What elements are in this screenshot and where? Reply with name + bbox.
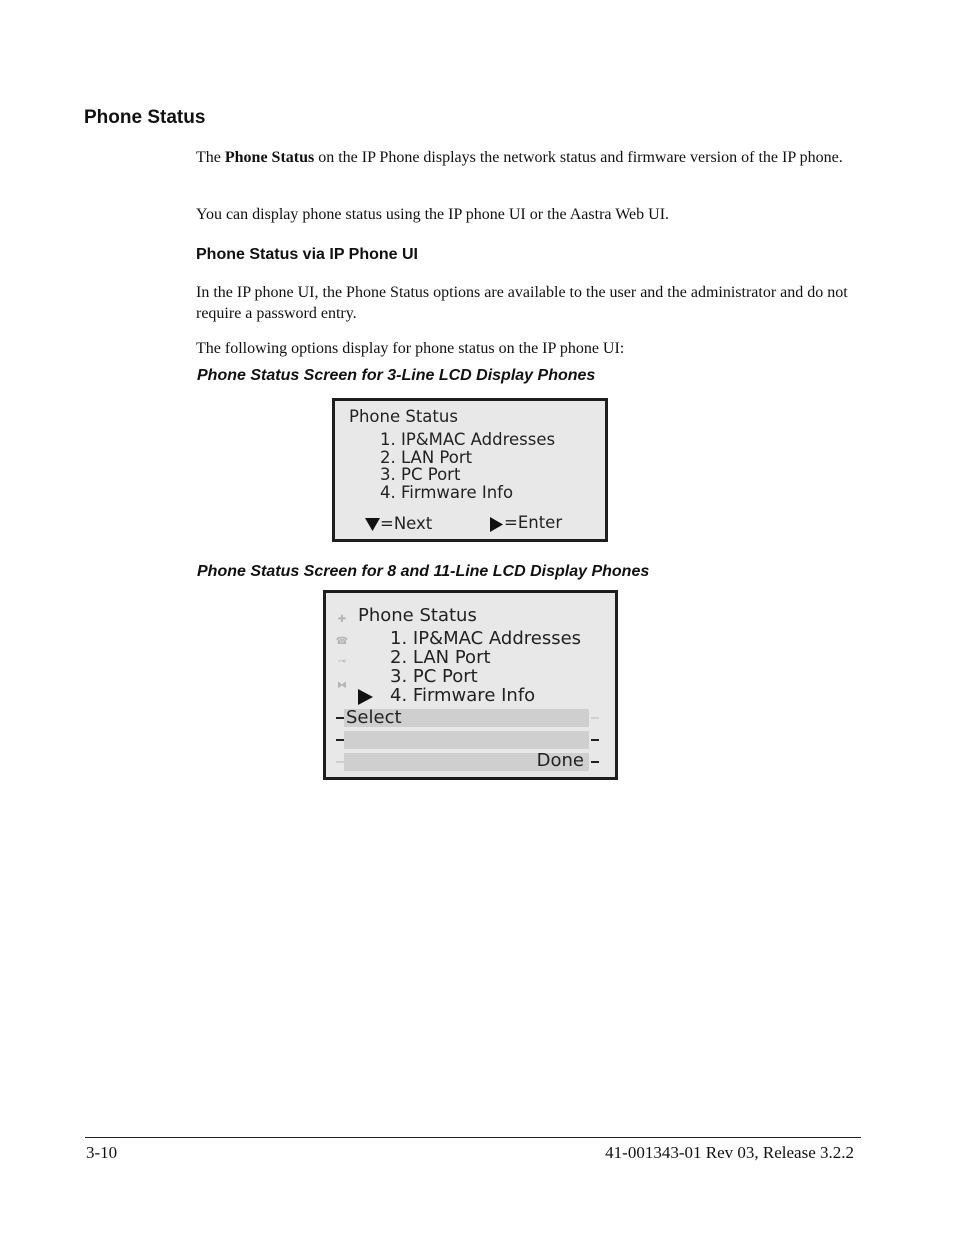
lcd1-item-2: 2. LAN Port xyxy=(380,448,473,467)
key-icon: ⊸ xyxy=(337,656,347,667)
subsection-paragraph-1: In the IP phone UI, the Phone Status options are available to the user and the administrator and do not require a password entry. xyxy=(196,284,848,322)
lcd2-item-2: 2. LAN Port xyxy=(390,647,491,668)
figure2-caption: Phone Status Screen for 8 and 11-Line LCD Display Phones xyxy=(197,563,650,580)
lcd1-item-4: 4. Firmware Info xyxy=(380,483,514,502)
lcd2-item-4: 4. Firmware Info xyxy=(390,685,536,706)
lcd2-title: Phone Status xyxy=(358,605,477,626)
media-icon: ⧓ xyxy=(337,680,347,691)
cross-icon: ✚ xyxy=(337,614,347,625)
softkey-right-1-dash xyxy=(591,717,599,719)
selection-arrow-icon xyxy=(358,689,373,705)
intro-paragraph-2: You can display phone status using the IP phone UI or the Aastra Web UI. xyxy=(196,206,670,223)
lcd1-next-label: =Next xyxy=(380,514,433,533)
subsection-paragraph-2: The following options display for phone status on the IP phone UI: xyxy=(196,340,625,357)
right-arrow-icon xyxy=(490,517,503,532)
softkey-bar-2[interactable] xyxy=(344,731,589,749)
lcd-8-11-line-screen xyxy=(323,590,618,780)
softkey-done[interactable]: Done xyxy=(536,750,584,771)
softkey-left-2-dash xyxy=(336,739,344,741)
subsection-title: Phone Status via IP Phone UI xyxy=(196,246,418,263)
intro-paragraph-1 xyxy=(196,148,852,169)
lcd-3-line-screen xyxy=(332,398,608,542)
lcd1-enter-label: =Enter xyxy=(504,513,563,532)
lcd1-title: Phone Status xyxy=(349,407,458,426)
softkey-right-3-dash xyxy=(591,761,599,763)
document-reference: 41-001343-01 Rev 03, Release 3.2.2 xyxy=(605,1143,854,1162)
figure1-caption: Phone Status Screen for 3-Line LCD Display Phones xyxy=(197,367,596,384)
softkey-left-3-dash xyxy=(336,761,344,763)
section-title: Phone Status xyxy=(84,107,206,128)
softkey-left-1-dash xyxy=(336,717,344,719)
phone-icon: ☎ xyxy=(335,636,349,647)
lcd1-item-3: 3. PC Port xyxy=(380,465,461,484)
footer-rule xyxy=(85,1137,861,1138)
page-number: 3-10 xyxy=(86,1143,118,1162)
lcd1-item-1: 1. IP&MAC Addresses xyxy=(380,430,556,449)
intro-text-prefix: The xyxy=(196,149,225,166)
down-arrow-icon xyxy=(365,518,380,531)
softkey-select[interactable]: Select xyxy=(346,707,402,728)
lcd2-item-3: 3. PC Port xyxy=(390,666,478,687)
lcd2-item-1: 1. IP&MAC Addresses xyxy=(390,628,582,649)
intro-text-bold: Phone Status xyxy=(224,149,315,166)
intro-text-suffix: on the IP Phone displays the network status and firmware version of the IP phone. xyxy=(314,149,843,166)
softkey-right-2-dash xyxy=(591,739,599,741)
